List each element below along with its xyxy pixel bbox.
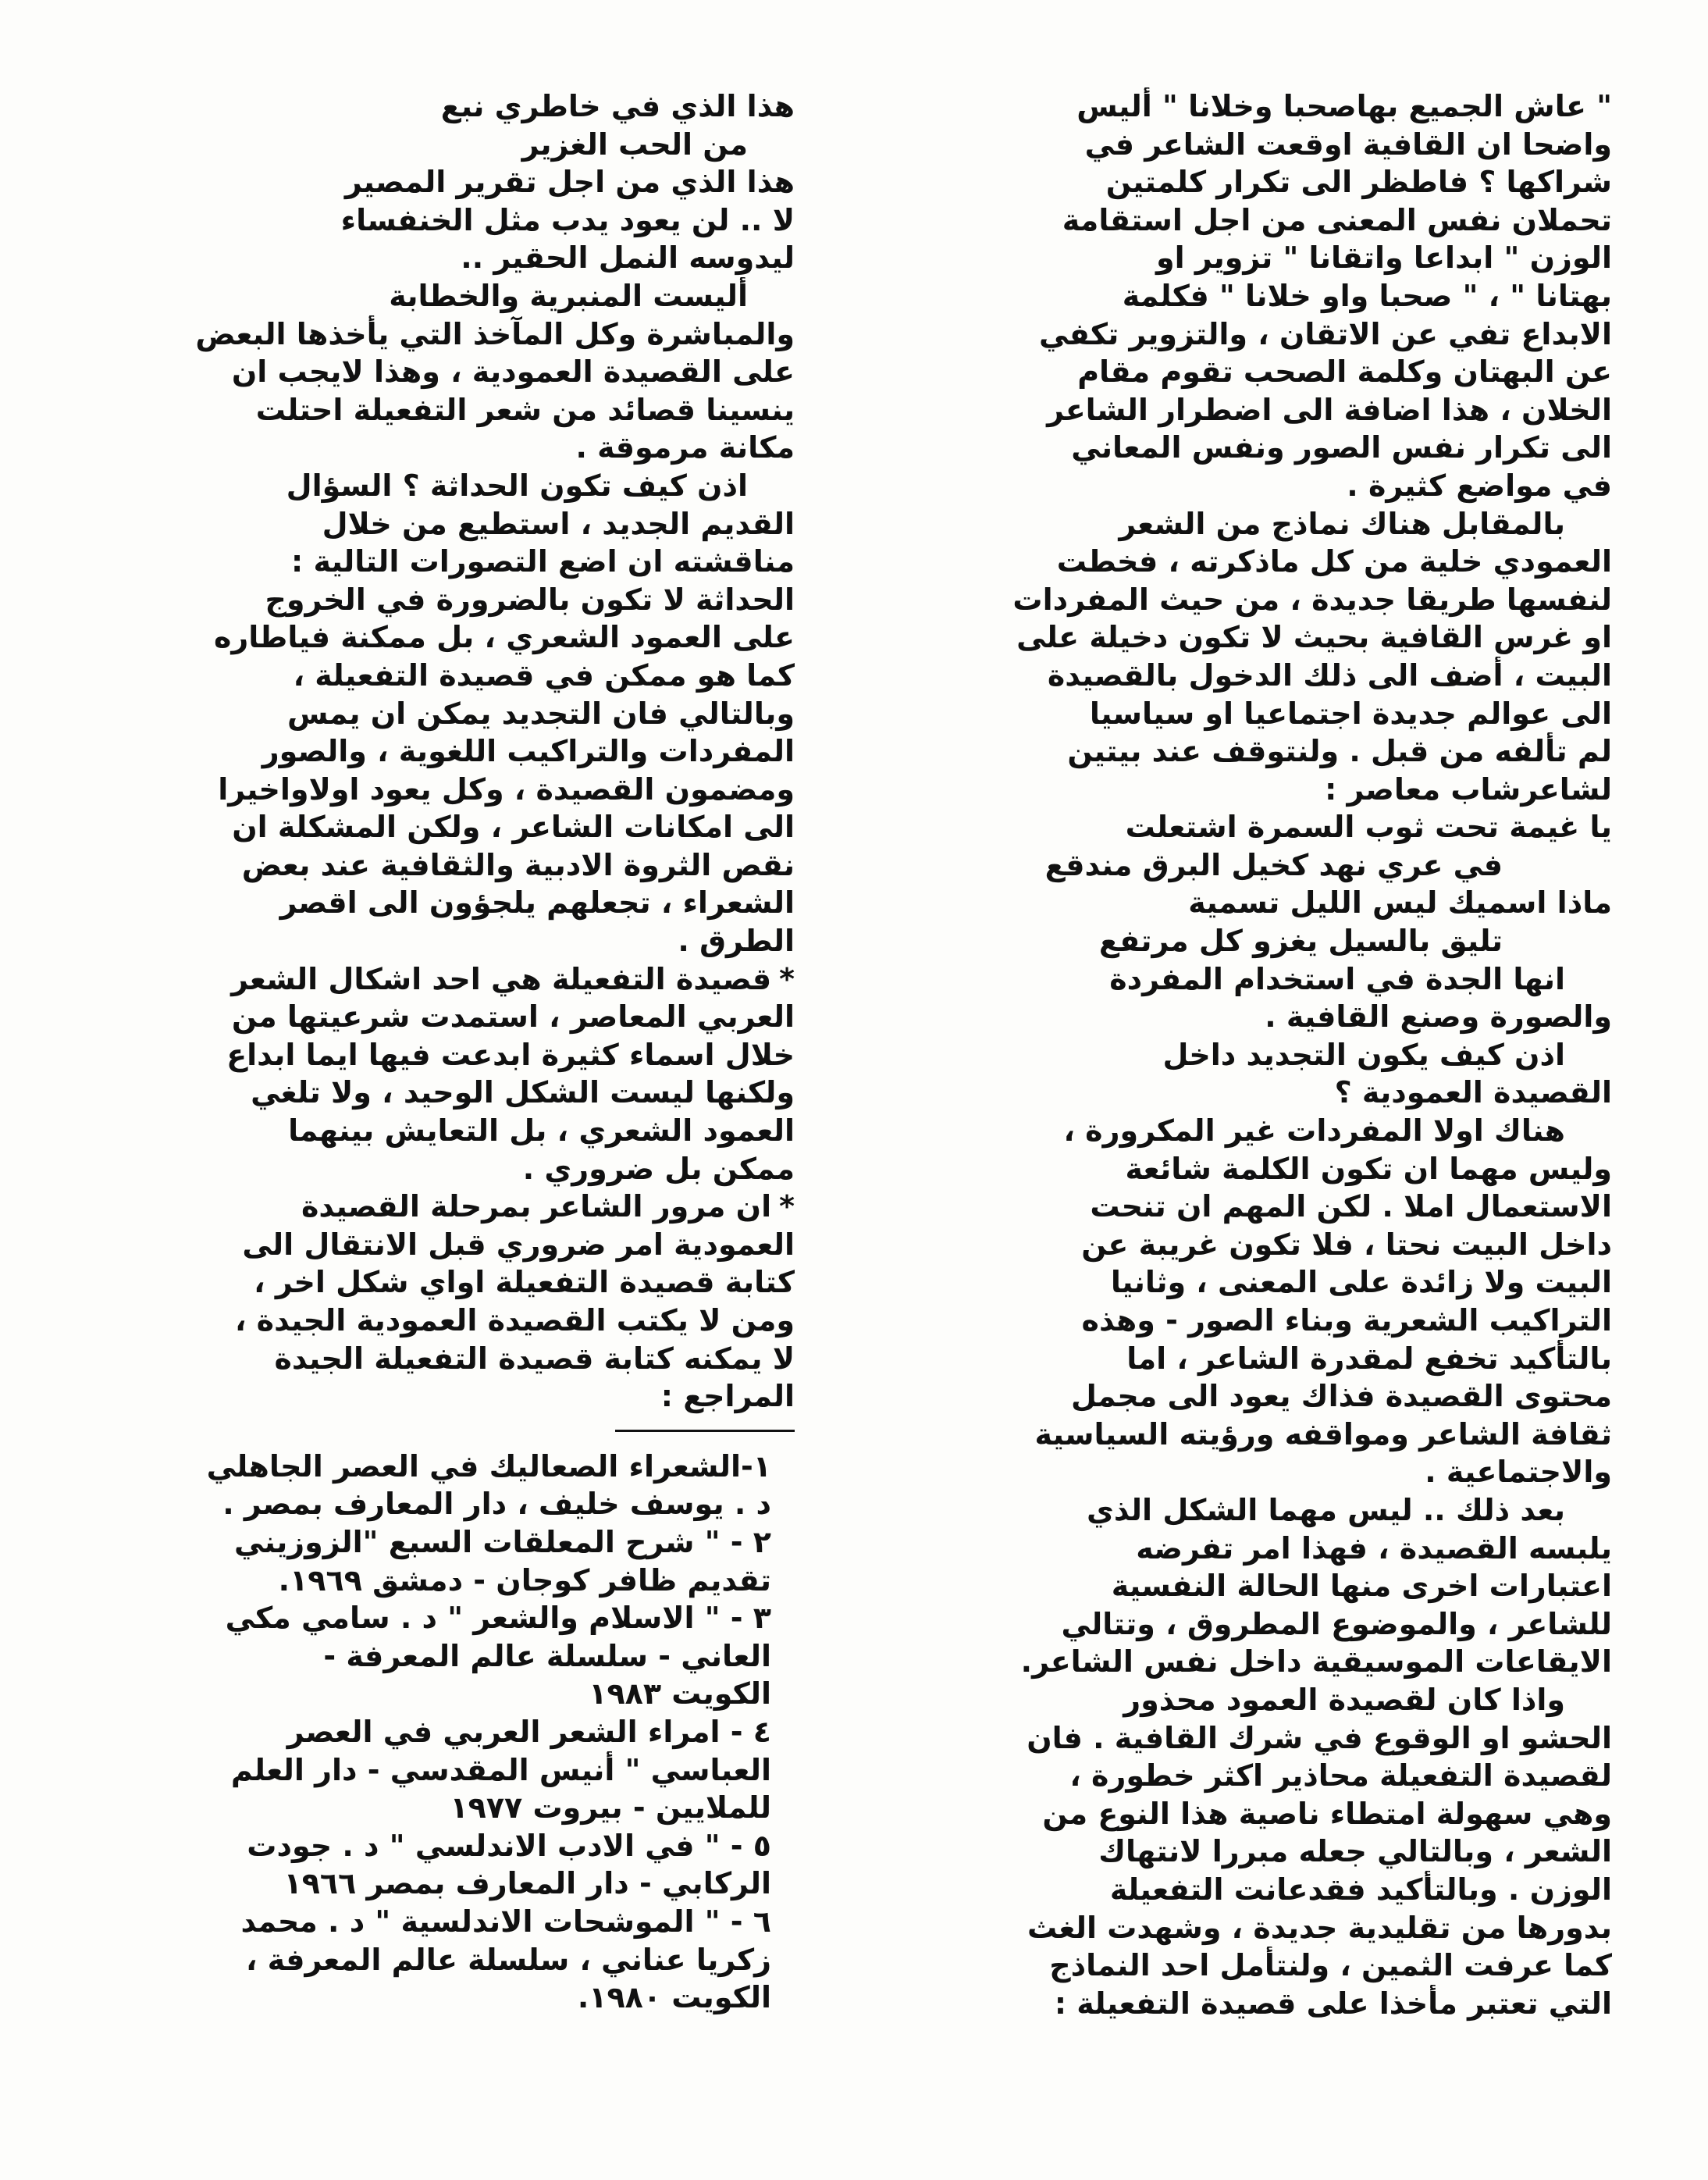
text-line: بالمقابل هناك نماذج من الشعر <box>1119 506 1565 541</box>
text-line: والاجتماعية . <box>1425 1455 1612 1490</box>
verse-line: ليدوسه النمل الحقير .. <box>461 240 795 276</box>
verse-line: هذا الذي من اجل تقرير المصير <box>344 165 795 200</box>
text-line-content: ان مرور الشاعر بمرحلة القصيدة <box>301 1189 772 1224</box>
reference-line: العباسي " أنيس المقدسي - دار العلم <box>230 1752 771 1787</box>
text-line: البيت ولا زائدة على المعنى ، وثانيا <box>1110 1265 1612 1300</box>
text-line: ولكنها ليست الشكل الوحيد ، ولا تلغي <box>251 1075 795 1110</box>
text-line: تحملان نفس المعنى من اجل استقامة <box>1062 202 1612 237</box>
text-line: بالتأكيد تخفع لمقدرة الشاعر ، اما <box>1126 1341 1612 1376</box>
text-line: التي تعتبر مأخذا على قصيدة التفعيلة : <box>1054 1986 1612 2021</box>
text-line: وليس مهما ان تكون الكلمة شائعة <box>1125 1151 1612 1186</box>
text-line: لنفسها طريقا جديدة ، من حيث المفردات <box>1012 582 1612 617</box>
left-column <box>69 87 795 2017</box>
reference-line: العاني - سلسلة عالم المعرفة - <box>323 1638 771 1673</box>
verse-line: تليق بالسيل يغزو كل مرتفع <box>1098 924 1503 959</box>
reference-line: ٤ - امراء الشعر العربي في العصر <box>286 1714 771 1749</box>
text-line: ومضمون القصيدة ، وكل يعود اولاواخيرا <box>218 771 795 807</box>
text-line: هناك اولا المفردات غير المكرورة ، <box>1063 1113 1565 1149</box>
asterisk-mark: * <box>779 961 795 996</box>
text-line: الى عوالم جديدة اجتماعيا او سياسيا <box>1089 696 1612 731</box>
text-line: اذن كيف يكون التجديد داخل <box>1162 1037 1565 1072</box>
text-line: كما عرفت الثمين ، ولنتأمل احد النماذج <box>1049 1948 1612 1983</box>
text-line: في مواضع كثيرة . <box>1347 468 1612 503</box>
text-line: أليست المنبرية والخطابة <box>389 278 748 313</box>
reference-line: الكويت ١٩٨٣ <box>589 1676 771 1712</box>
text-line: الحشو او الوقوع في شرك القافية . فان <box>1027 1720 1612 1755</box>
text-line: ينسينا قصائد من شعر التفعيلة احتلت <box>255 392 795 427</box>
text-line: القصيدة العمودية ؟ <box>1334 1075 1612 1110</box>
text-line: العمودي خلية من كل ماذكرته ، فخطت <box>1056 544 1612 579</box>
text-line: التراكيب الشعرية وبناء الصور - وهذه <box>1081 1303 1612 1338</box>
text-line: الشعر ، وبالتالي جعله مبررا لانتهاك <box>1098 1834 1612 1869</box>
text-line: اعتبارات اخرى منها الحالة النفسية <box>1111 1569 1612 1604</box>
text-line: اذن كيف تكون الحداثة ؟ السؤال <box>286 468 748 503</box>
reference-line: تقديم ظافر كوجان - دمشق ١٩٦٩. <box>278 1562 771 1598</box>
text-line: وهي سهولة امتطاء ناصية هذا النوع من <box>1042 1796 1612 1831</box>
text-line: القديم الجديد ، استطيع من خلال <box>322 506 795 541</box>
text-line: وبالتالي فان التجديد يمكن ان يمس <box>287 696 795 731</box>
references-list <box>69 1448 795 2017</box>
verse-line: يا غيمة تحت ثوب السمرة اشتعلت <box>1125 810 1612 845</box>
text-line: الى تكرار نفس الصور ونفس المعاني <box>1071 430 1612 465</box>
text-line: الشعراء ، تجعلهم يلجؤون الى اقصر <box>279 885 795 921</box>
text-line: والصورة وصنع القافية . <box>1265 999 1612 1035</box>
reference-line: ٢ - " شرح المعلقات السبع "الزوزيني <box>234 1524 771 1559</box>
text-line: لا يمكنه كتابة قصيدة التفعيلة الجيدة <box>274 1341 795 1376</box>
verse-line: ماذا اسميك ليس الليل تسمية <box>1188 885 1612 921</box>
verse-line: لا .. لن يعود يدب مثل الخنفساء <box>340 202 795 237</box>
reference-line: الكويت ١٩٨٠. <box>577 1980 771 2015</box>
text-line: الطرق . <box>678 924 795 959</box>
text-line: بدورها من تقليدية جديدة ، وشهدت الغث <box>1027 1910 1612 1945</box>
text-line: العمود الشعري ، بل التعايش بينهما <box>288 1113 795 1149</box>
asterisk-mark: * <box>779 1189 795 1224</box>
reference-line: الركابي - دار المعارف بمصر ١٩٦٦ <box>283 1866 771 1901</box>
text-line: الاستعمال املا . لكن المهم ان تنحت <box>1090 1189 1612 1224</box>
text-line-content: قصيدة التفعيلة هي احد اشكال الشعر <box>231 961 772 996</box>
text-line: مكانة مرموقة . <box>575 430 795 465</box>
text-line: الوزن " ابداعا واتقانا " تزوير او <box>1155 240 1612 276</box>
text-line: الخلان ، هذا اضافة الى اضطرار الشاعر <box>1047 392 1612 427</box>
verse-line: من الحب الغزير <box>521 126 748 162</box>
text-line: او غرس القافية بحيث لا تكون دخيلة على <box>1016 620 1612 655</box>
text-line: المفردات والتراكيب اللغوية ، والصور <box>262 734 795 769</box>
text-line: محتوى القصيدة فذاك يعود الى مجمل <box>1071 1379 1612 1414</box>
text-line: العمودية امر ضروري قبل الانتقال الى <box>242 1227 795 1262</box>
text-line: بهتانا " ، " صحبا واو خلانا " فكلمة <box>1122 278 1612 313</box>
reference-line: زكريا عناني ، سلسلة عالم المعرفة ، <box>245 1942 771 1977</box>
text-line: الايقاعات الموسيقية داخل نفس الشاعر. <box>1020 1644 1612 1680</box>
text-line: على القصيدة العمودية ، وهذا لايجب ان <box>231 354 795 390</box>
text-line: الوزن . وبالتأكيد فقدعانت التفعيلة <box>1109 1872 1612 1907</box>
text-line: لشاعرشاب معاصر : <box>1325 771 1612 807</box>
reference-line: ٦ - " الموشحات الاندلسية " د . محمد <box>240 1904 771 1939</box>
text-line: البيت ، أضف الى ذلك الدخول بالقصيدة <box>1047 657 1612 693</box>
text-line: الابداع تفي عن الاتقان ، والتزوير تكفي <box>1039 316 1612 351</box>
text-line: شراكها ؟ فاطظر الى تكرار كلمتين <box>1105 165 1612 200</box>
text-line: واذا كان لقصيدة العمود محذور <box>1123 1682 1565 1717</box>
text-line: كما هو ممكن في قصيدة التفعيلة ، <box>293 657 795 693</box>
text-line: يلبسه القصيدة ، فهذا امر تفرضه <box>1136 1530 1612 1566</box>
verse-line: هذا الذي في خاطري نبع <box>440 89 795 123</box>
text-line: كتابة قصيدة التفعيلة اواي شكل اخر ، <box>254 1265 795 1300</box>
text-line <box>69 960 795 999</box>
text-line: " عاش الجميع بهاصحبا وخلانا " أليس <box>1076 89 1612 123</box>
verse-line: في عري نهد كخيل البرق مندقع <box>1044 847 1503 882</box>
text-line <box>69 1188 795 1226</box>
text-line: خلال اسماء كثيرة ابدعت فيها ايما ابداع <box>226 1037 795 1072</box>
text-line: الى امكانات الشاعر ، ولكن المشكلة ان <box>232 810 795 845</box>
text-line: لم تألفه من قبل . ولنتوقف عند بيتين <box>1067 734 1612 769</box>
reference-line: د . يوسف خليف ، دار المعارف بمصر . <box>222 1487 771 1522</box>
text-line: مناقشته ان اضع التصورات التالية : <box>291 544 795 579</box>
reference-line: ٥ - " في الادب الاندلسي " د . جودت <box>247 1828 771 1863</box>
text-line: ثقافة الشاعر ومواقفه ورؤيته السياسية <box>1034 1416 1612 1452</box>
text-line: للشاعر ، والموضوع المطروق ، وتتالي <box>1061 1606 1612 1641</box>
text-line: نقص الثروة الادبية والثقافية عند بعض <box>241 847 795 882</box>
reference-line: ٣ - " الاسلام والشعر " د . سامي مكي <box>225 1601 771 1636</box>
text-line: على العمود الشعري ، بل ممكنة فياطاره <box>213 620 795 655</box>
references-heading: المراجع : <box>660 1379 795 1414</box>
reference-line: للملايين - بيروت ١٩٧٧ <box>450 1790 771 1826</box>
right-column <box>906 87 1612 2022</box>
text-line: ومن لا يكتب القصيدة العمودية الجيدة ، <box>235 1303 795 1338</box>
text-line: الحداثة لا تكون بالضرورة في الخروج <box>265 582 795 617</box>
reference-line: ١-الشعراء الصعاليك في العصر الجاهلي <box>206 1448 771 1484</box>
text-line: والمباشرة وكل المآخذ التي يأخذها البعض <box>195 316 795 351</box>
text-line: العربي المعاصر ، استمدت شرعيتها من <box>231 999 795 1035</box>
text-line: واضحا ان القافية اوقعت الشاعر في <box>1084 126 1612 162</box>
text-line: داخل البيت نحتا ، فلا تكون غريبة عن <box>1081 1227 1612 1262</box>
text-line: لقصيدة التفعيلة محاذير اكثر خطورة ، <box>1069 1758 1612 1794</box>
references-divider <box>615 1430 795 1432</box>
text-line: بعد ذلك .. ليس مهما الشكل الذي <box>1087 1492 1565 1527</box>
text-line: انها الجدة في استخدام المفردة <box>1109 961 1565 996</box>
text-line: ممكن بل ضروري . <box>522 1151 795 1186</box>
text-line: عن البهتان وكلمة الصحب تقوم مقام <box>1077 354 1612 390</box>
